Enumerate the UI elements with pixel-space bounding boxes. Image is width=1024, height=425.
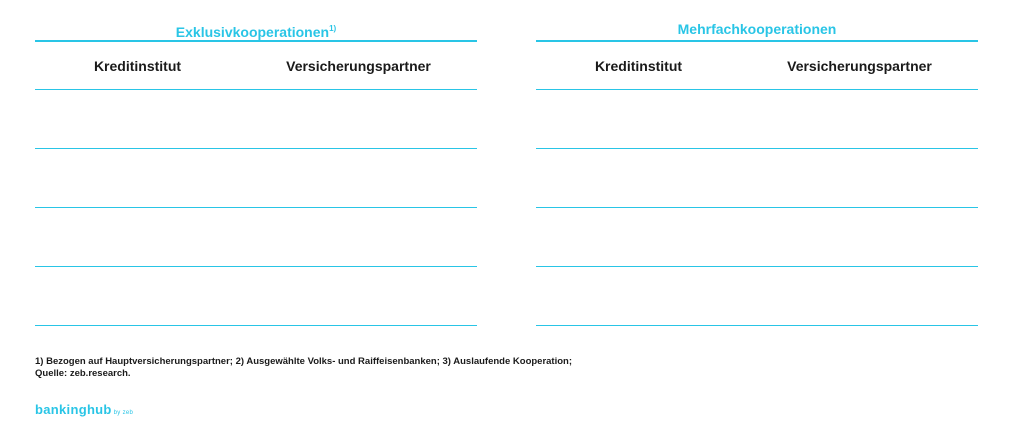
multiple-cooperations-title: Mehrfachkooperationen [677, 21, 837, 37]
footnote-line-1: 1) Bezogen auf Hauptversicherungspartner; 2) Ausgewählte Volks- und Raiffeisenbanken; 3) Auslaufende Kooperation; [35, 356, 573, 367]
logo-hub: hub [86, 402, 112, 417]
column-header-insurance-partner: Versicherungspartner [286, 57, 431, 74]
column-headers [35, 42, 477, 89]
table-row [536, 89, 978, 148]
exclusive-title-text: Exklusivkooperationen [175, 24, 330, 40]
column-headers [536, 42, 978, 89]
table-row [536, 207, 978, 266]
logo-by-zeb: by zeb [113, 410, 134, 416]
logo-banking: banking [35, 402, 87, 417]
multiple-cooperations-table [536, 18, 978, 326]
table-row [35, 207, 477, 266]
footnote [35, 356, 572, 380]
table-row [536, 266, 978, 325]
column-header-insurance-partner: Versicherungspartner [787, 57, 932, 74]
table-row [35, 266, 477, 325]
title-footnote-marker: 1) [329, 24, 337, 33]
column-header-credit-institution: Kreditinstitut [594, 57, 683, 74]
table-row [536, 148, 978, 207]
exclusive-cooperations-title [35, 18, 477, 40]
column-header-credit-institution: Kreditinstitut [93, 57, 182, 74]
bankinghub-logo[interactable] [35, 402, 133, 417]
table-row [35, 89, 477, 148]
table-row [35, 148, 477, 207]
table-bottom-rule [35, 325, 477, 326]
table-bottom-rule [536, 325, 978, 326]
footnote-source: Quelle: zeb.research. [35, 368, 131, 379]
exclusive-cooperations-table [35, 18, 477, 326]
